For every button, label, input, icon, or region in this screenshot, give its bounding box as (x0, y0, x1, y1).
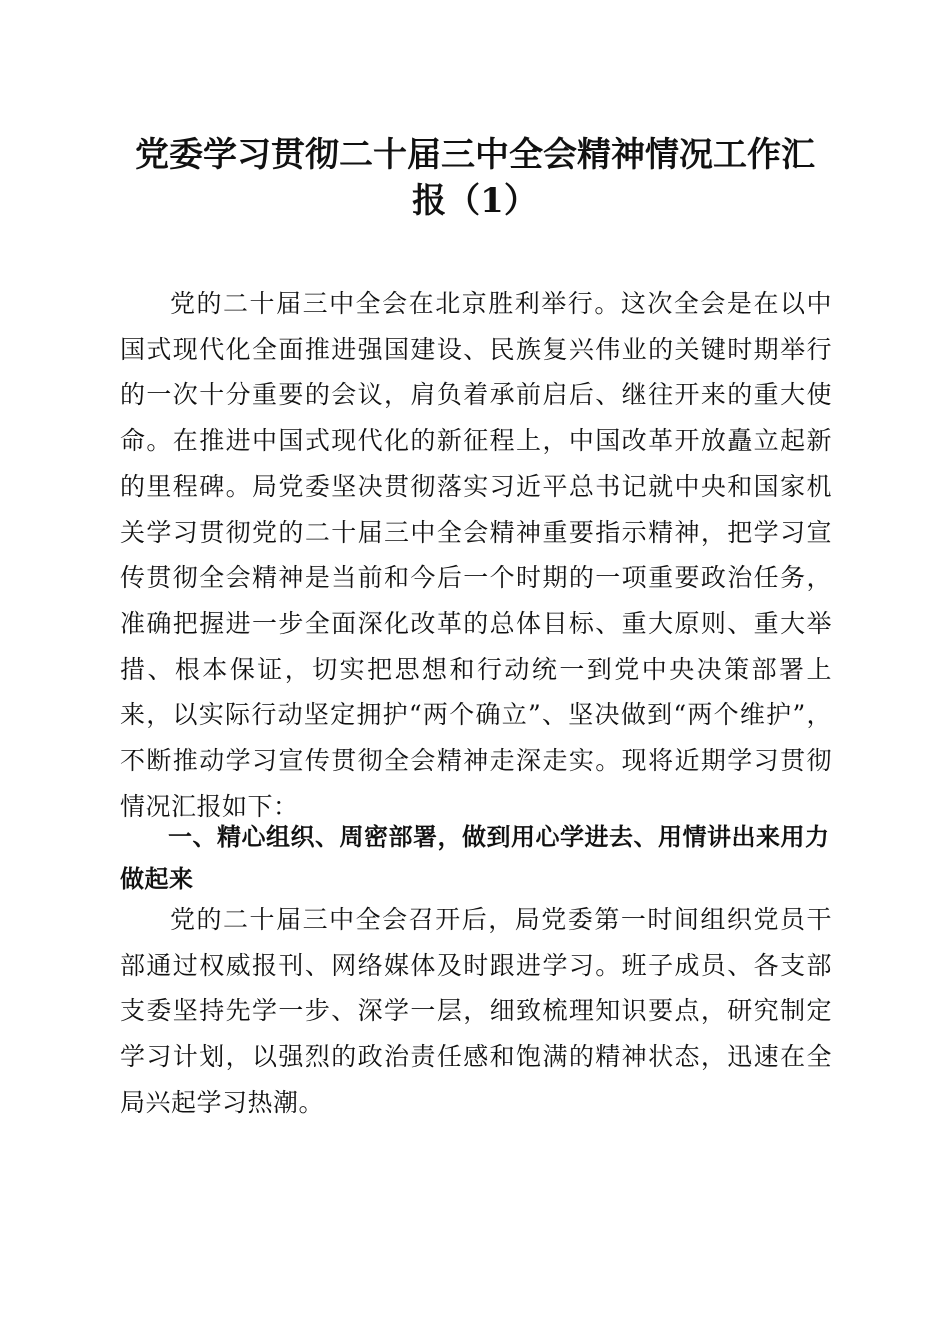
document-title (110, 132, 840, 224)
intro-paragraph: 党的二十届三中全会在北京胜利举行。这次全会是在以中国式现代化全面推进强国建设、民族复兴伟业的关键时期举行的一次十分重要的会议，肩负着承前启后、继往开来的重大使命。在推进中国式现代化的新征程上，中国改革开放矗立起新的里程碑。局党委坚决贯彻落实习近平总书记就中央和国家机关学习贯彻党的二十届三中全会精神重要指示精神，把学习宣传贯彻全会精神是当前和今后一个时期的一项重要政治任务，准确把握进一步全面深化改革的总体目标、重大原则、重大举措、根本保证，切实把思想和行动统一到党中央决策部署上来，以实际行动坚定拥护“两个确立”、坚决做到“两个维护”，不断推动学习宣传贯彻全会精神走深走实。现将近期学习贯彻情况汇报如下： (120, 289, 832, 821)
section-heading-1: 一、精心组织、周密部署，做到用心学进去、用情讲出来用力做起来 (120, 823, 830, 893)
document-title-line-2: 报（1） (412, 181, 538, 221)
section-1-paragraph: 党的二十届三中全会召开后，局党委第一时间组织党员干部通过权威报刊、网络媒体及时跟进学习。班子成员、各支部支委坚持先学一步、深学一层，细致梳理知识要点，研究制定学习计划，以强烈的政治责任感和饱满的精神状态，迅速在全局兴起学习热潮。 (120, 905, 832, 1117)
document-title-line-1: 党委学习贯彻二十届三中全会精神情况工作汇 (135, 135, 815, 175)
